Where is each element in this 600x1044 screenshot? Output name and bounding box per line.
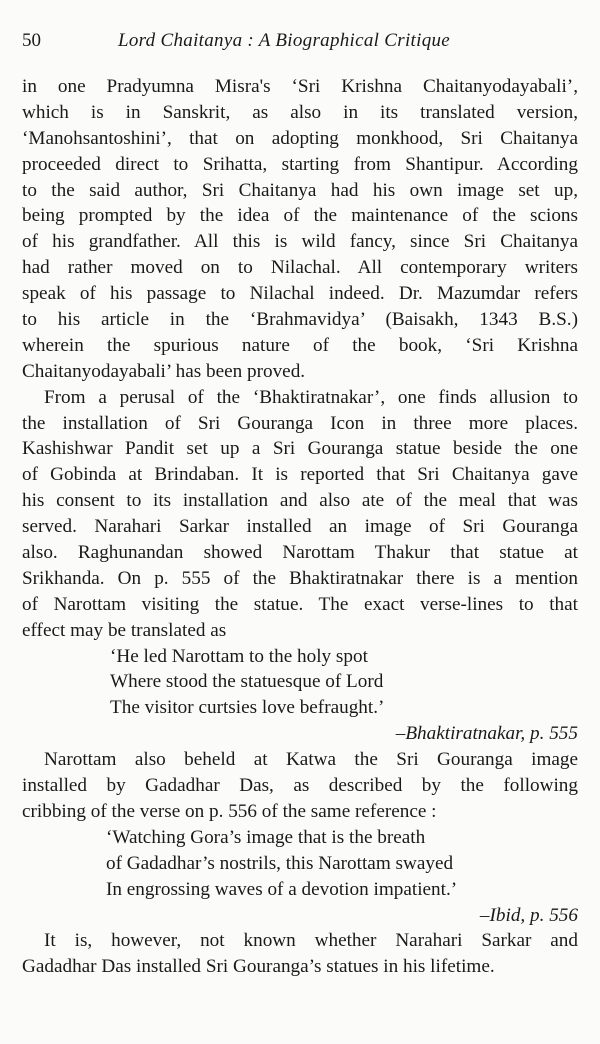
text-line: speak of his passage to Nilachal indeed. Dr. Mazumdar refers xyxy=(22,283,578,305)
text-line: of Narottam visiting the statue. The exact verse-lines to that xyxy=(22,593,578,615)
verse-line: Where stood the statuesque of Lord xyxy=(110,671,384,693)
text-line: cribbing of the verse on p. 556 of the same reference : xyxy=(22,800,437,822)
verse-line: The visitor curtsies love befraught.’ xyxy=(110,697,385,719)
page-header xyxy=(22,30,578,58)
verse-line: ‘He led Narottam to the holy spot xyxy=(110,645,368,667)
citation: –Ibid, p. 556 xyxy=(479,904,578,926)
text-line: Kashishwar Pandit set up a Sri Gouranga statue beside the one xyxy=(22,438,578,460)
citation: –Bhaktiratnakar, p. 555 xyxy=(395,723,578,745)
verse-line: In engrossing waves of a devotion impatient.’ xyxy=(106,878,458,900)
verse-line: ‘Watching Gora’s image that is the breath xyxy=(106,826,426,848)
text-line: installed by Gadadhar Das, as described by the following xyxy=(22,775,578,797)
verse-line: of Gadadhar’s nostrils, this Narottam swayed xyxy=(106,852,454,874)
body-text xyxy=(22,74,578,980)
text-line: which is in Sanskrit, as also in its translated version, xyxy=(22,101,578,123)
text-line: ‘Manohsantoshini’, that on adopting monkhood, Sri Chaitanya xyxy=(22,127,578,149)
text-line: wherein the spurious nature of the book, ‘Sri Krishna xyxy=(22,334,578,356)
text-line: served. Narahari Sarkar installed an image of Sri Gouranga xyxy=(22,516,578,538)
text-line: of Gobinda at Brindaban. It is reported that Sri Chaitanya gave xyxy=(22,464,578,486)
text-line: in one Pradyumna Misra's ‘Sri Krishna Chaitanyodayabali’, xyxy=(22,76,578,97)
text-line: effect may be translated as xyxy=(22,619,227,641)
page-number: 50 xyxy=(22,30,41,51)
text-line: also. Raghunandan showed Narottam Thakur that statue at xyxy=(22,542,578,564)
text-line: to the said author, Sri Chaitanya had his own image set up, xyxy=(22,179,578,201)
running-title: Lord Chaitanya : A Biographical Critique xyxy=(118,30,451,51)
text-line: being prompted by the idea of the maintenance of the scions xyxy=(22,205,578,227)
text-line: Gadadhar Das installed Sri Gouranga’s statues in his lifetime. xyxy=(22,956,495,978)
text-line: Narottam also beheld at Katwa the Sri Gouranga image xyxy=(44,749,578,771)
text-line: Srikhanda. On p. 555 of the Bhaktiratnakar there is a mention xyxy=(22,567,578,589)
text-line: It is, however, not known whether Narahari Sarkar and xyxy=(44,930,578,952)
text-line: to his article in the ‘Brahmavidya’ (Baisakh, 1343 B.S.) xyxy=(22,309,578,331)
text-line: the installation of Sri Gouranga Icon in three more places. xyxy=(22,412,578,434)
text-line: From a perusal of the ‘Bhaktiratnakar’, one finds allusion to xyxy=(44,386,578,408)
text-line: Chaitanyodayabali’ has been proved. xyxy=(22,360,306,382)
text-line: of his grandfather. All this is wild fancy, since Sri Chaitanya xyxy=(22,231,578,253)
text-line: had rather moved on to Nilachal. All contemporary writers xyxy=(22,257,578,279)
text-line: his consent to its installation and also ate of the meal that was xyxy=(22,490,578,512)
text-line: proceeded direct to Srihatta, starting from Shantipur. According xyxy=(22,153,578,175)
